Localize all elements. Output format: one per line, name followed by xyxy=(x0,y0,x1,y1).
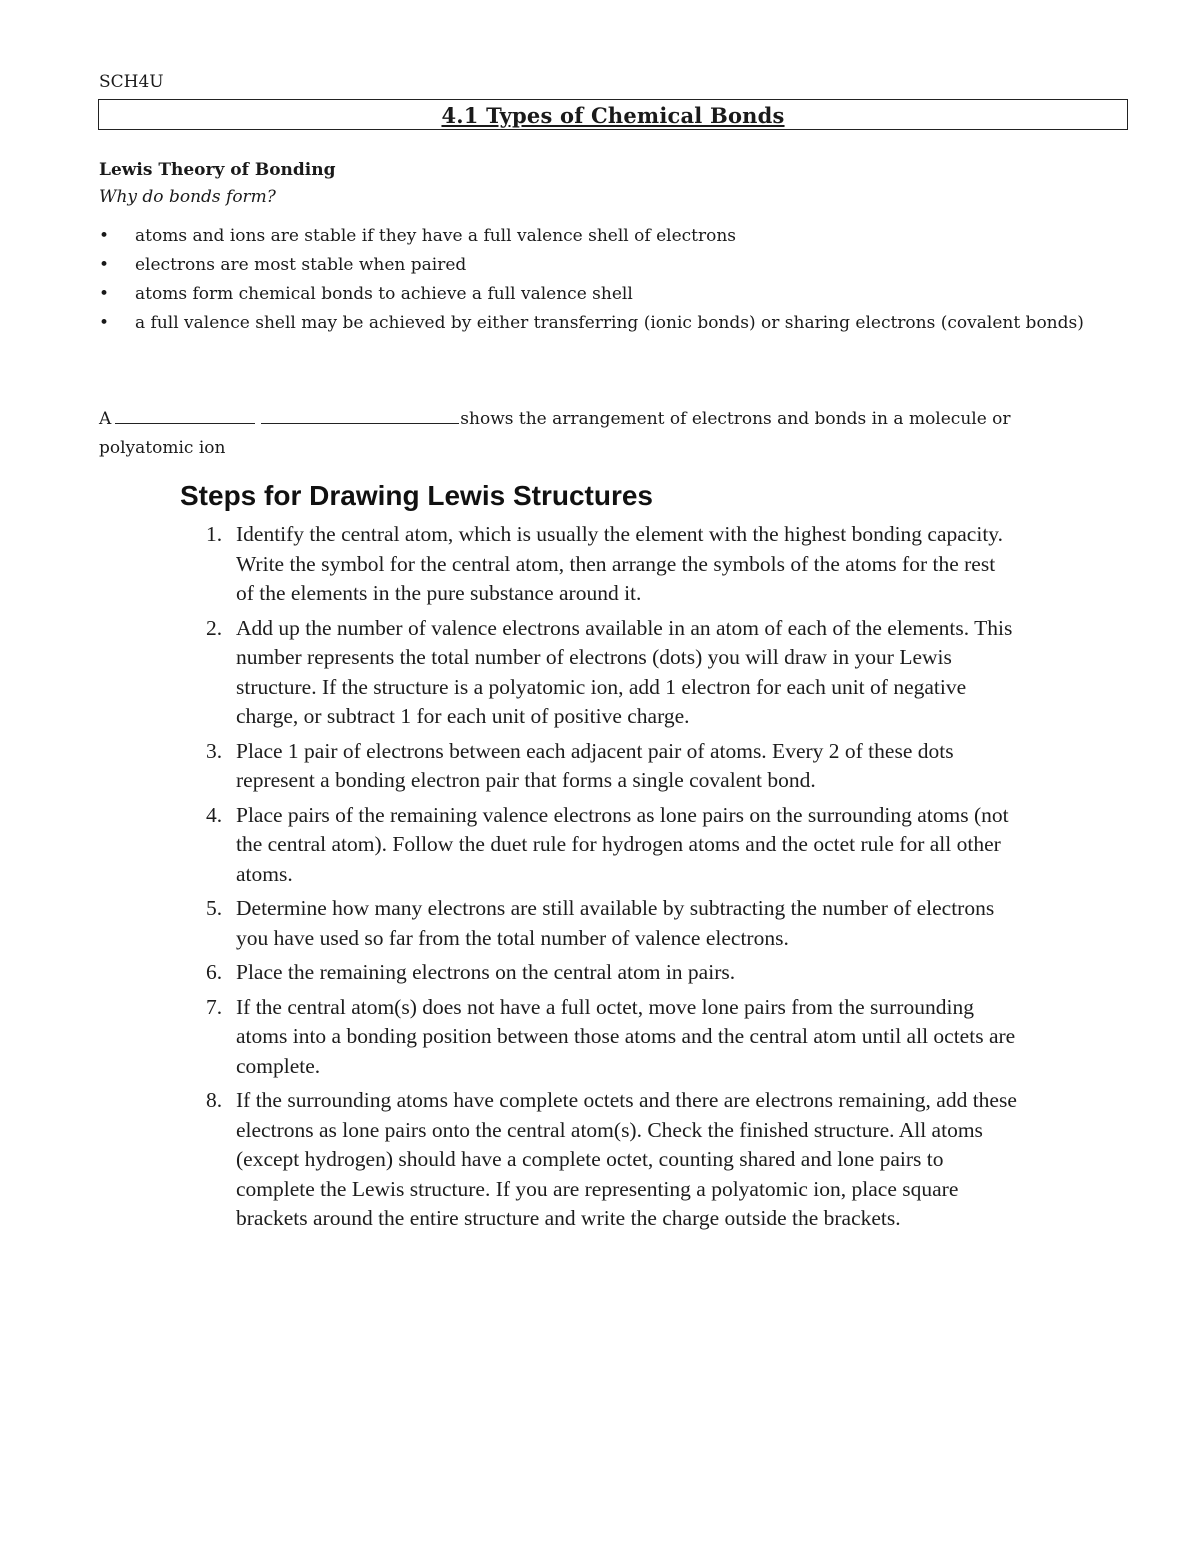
step-item xyxy=(206,1086,1018,1234)
step-item xyxy=(206,993,1018,1082)
step-text: Place 1 pair of electrons between each adjacent pair of atoms. Every 2 of these dots represent a bonding electron pair that forms a single covalent bond. xyxy=(236,738,954,792)
title-box xyxy=(98,99,1128,130)
bullet-item xyxy=(99,251,1089,280)
step-number: 1. xyxy=(206,522,223,546)
definition-suffix: shows the arrangement of electrons and bonds in a molecule or polyatomic ion xyxy=(99,409,1011,458)
step-item xyxy=(206,801,1018,890)
step-item xyxy=(206,958,1018,988)
bullet-text: atoms and ions are stable if they have a full valence shell of electrons xyxy=(135,226,737,246)
step-number: 3. xyxy=(206,738,223,763)
bullet-text: a full valence shell may be achieved by either transferring (ionic bonds) or sharing electrons (covalent bonds) xyxy=(135,313,1084,333)
step-number: 6. xyxy=(206,960,223,984)
bullet-icon: • xyxy=(99,313,110,333)
fill-in-definition xyxy=(99,405,1099,463)
step-text: Place pairs of the remaining valence electrons as lone pairs on the surrounding atoms (not the central atom). Follow the duet rule for hydrogen atoms and the octet rule for all other atoms. xyxy=(236,802,1009,886)
bullet-icon: • xyxy=(99,226,110,246)
step-number: 8. xyxy=(206,1088,223,1112)
step-text: If the surrounding atoms have complete octets and there are electrons remaining, add these electrons as lone pairs onto the central atom(s). Check the finished structure. All atoms (except hydrogen) should have a complete octet, counting shared and lone pairs to complete the Lewis structure. If you are representing a polyatomic ion, place square brackets around the entire structure and write the charge outside the brackets. xyxy=(236,1088,1017,1230)
bullet-list xyxy=(99,222,1089,338)
page-title: 4.1 Types of Chemical Bonds xyxy=(441,103,785,128)
course-code: SCH4U xyxy=(99,72,164,92)
step-number: 4. xyxy=(206,802,223,827)
step-text: Add up the number of valence electrons available in an atom of each of the elements. This number represents the total number of electrons (dots) you will draw in your Lewis structure. If the structure is a polyatomic ion, add 1 electron for each unit of negative charge, or subtract 1 for each unit of positive charge. xyxy=(236,615,1013,728)
answer-blank-1[interactable] xyxy=(115,405,255,424)
step-item xyxy=(206,737,1018,796)
step-text: Determine how many electrons are still available by subtracting the number of electrons you have used so far from the total number of valence electrons. xyxy=(236,896,995,950)
bullet-icon: • xyxy=(99,284,110,304)
bullet-text: atoms form chemical bonds to achieve a full valence shell xyxy=(135,284,633,304)
step-text: Identify the central atom, which is usually the element with the highest bonding capacity. Write the symbol for the central atom, then arrange the symbols of the atoms for the rest of the elements in the pure substance around it. xyxy=(236,522,1004,605)
step-number: 2. xyxy=(206,615,223,640)
step-number: 7. xyxy=(206,994,223,1019)
bullet-item xyxy=(99,222,1089,251)
step-item xyxy=(206,520,1018,609)
definition-prefix: A xyxy=(99,409,112,429)
step-number: 5. xyxy=(206,896,223,920)
bullet-item xyxy=(99,280,1089,309)
section-heading: Lewis Theory of Bonding xyxy=(99,160,336,180)
step-text: If the central atom(s) does not have a full octet, move lone pairs from the surrounding atoms into a bonding position between those atoms and the central atom until all octets are complete. xyxy=(236,994,1016,1078)
bullet-item xyxy=(99,309,1089,338)
step-text: Place the remaining electrons on the central atom in pairs. xyxy=(236,960,736,984)
step-item xyxy=(206,614,1018,732)
steps-title: Steps for Drawing Lewis Structures xyxy=(180,480,653,511)
bullet-text: electrons are most stable when paired xyxy=(135,255,467,275)
step-item xyxy=(206,894,1018,953)
bullet-icon: • xyxy=(99,255,110,275)
steps-list xyxy=(206,520,1018,1239)
answer-blank-2[interactable] xyxy=(261,405,459,424)
section-question: Why do bonds form? xyxy=(99,187,276,207)
